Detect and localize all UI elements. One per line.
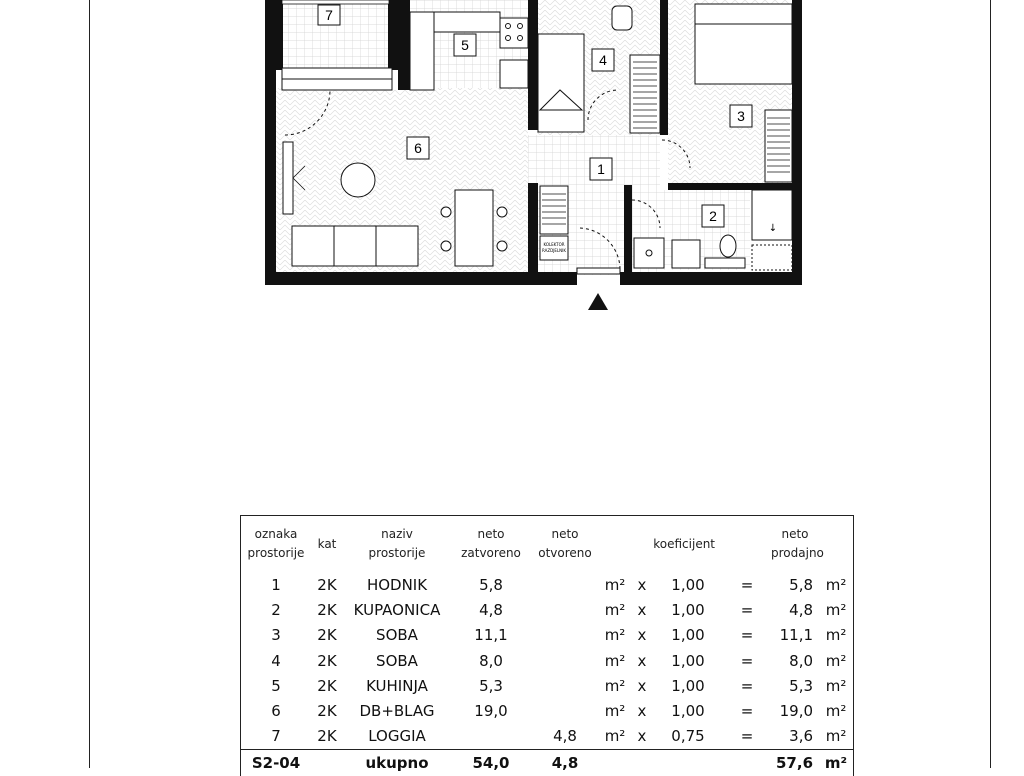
cell-unit: m² — [604, 651, 626, 670]
room-label-5 — [454, 34, 476, 56]
table-row — [241, 673, 853, 698]
cell-name: HODNIK — [366, 575, 428, 594]
cell-name: DB+BLAG — [359, 702, 435, 721]
wall-bath-left — [624, 185, 632, 273]
header-naziv: naziv prostorije — [368, 527, 426, 560]
wall-bottom-left — [265, 272, 541, 285]
stove — [500, 18, 528, 48]
cell-unit: m² — [604, 727, 626, 746]
washbasin — [672, 240, 700, 268]
svg-text:4: 4 — [599, 52, 607, 68]
cell-open — [531, 698, 599, 723]
cell-unit2: m² — [825, 600, 847, 619]
cell-name: LOGGIA — [368, 727, 426, 746]
toilet — [720, 235, 736, 257]
cell-id: 2 — [271, 600, 281, 619]
header-otvoreno: neto otvoreno — [538, 527, 592, 560]
entrance-triangle-icon — [588, 293, 608, 310]
total-open: 4,8 — [531, 750, 599, 776]
shaft-hatched — [752, 245, 792, 270]
cell-coef: 1,00 — [671, 626, 705, 645]
cell-x: x — [637, 600, 647, 619]
wall-loggia-left — [275, 0, 283, 70]
cell-eq: = — [740, 702, 754, 721]
cell-kat: 2K — [317, 676, 337, 695]
cell-unit: m² — [604, 676, 626, 695]
cell-open — [531, 623, 599, 648]
cell-kat: 2K — [317, 727, 337, 746]
cell-name: SOBA — [376, 626, 418, 645]
cell-x: x — [637, 651, 647, 670]
cell-net: 19,0 — [779, 702, 814, 721]
cell-net: 4,8 — [789, 600, 814, 619]
cell-eq: = — [740, 651, 754, 670]
wall-center-right — [660, 0, 668, 135]
cell-eq: = — [740, 626, 754, 645]
cell-kat: 2K — [317, 702, 337, 721]
cell-unit: m² — [604, 600, 626, 619]
hall-cabinet — [540, 186, 568, 234]
cell-id: 4 — [271, 651, 281, 670]
cell-id: 6 — [271, 702, 281, 721]
total-name: ukupno — [343, 750, 451, 776]
total-net: 57,6 — [771, 750, 819, 776]
cell-closed: 8,0 — [479, 651, 503, 670]
wall-bottom-right — [620, 272, 802, 285]
total-id: S2-04 — [241, 750, 311, 776]
room-label-2 — [702, 205, 724, 227]
wall-room3-bottom — [668, 183, 792, 190]
wall-right — [792, 0, 802, 285]
cell-name: KUHINJA — [366, 676, 428, 695]
header-zatvoreno: neto zatvoreno — [461, 527, 521, 560]
table-row — [241, 623, 853, 648]
cell-closed: 19,0 — [474, 702, 508, 721]
cell-name: SOBA — [376, 651, 418, 670]
header-prodajno: neto prodajno — [771, 527, 824, 560]
cell-eq: = — [740, 575, 754, 594]
cell-x: x — [637, 727, 647, 746]
cell-id: 5 — [271, 676, 281, 695]
cell-x: x — [637, 626, 647, 645]
shower — [634, 238, 664, 268]
total-empty-cell — [631, 750, 653, 776]
cell-unit2: m² — [825, 676, 847, 695]
floor-plan — [0, 0, 1024, 330]
bed-small — [538, 34, 584, 132]
cell-id: 7 — [271, 727, 281, 746]
svg-text:2: 2 — [709, 208, 717, 224]
room-label-3 — [730, 105, 752, 127]
wall-kitchen-top — [398, 0, 410, 90]
cell-kat: 2K — [317, 651, 337, 670]
kitchen-counter-left — [410, 12, 434, 90]
cell-coef: 1,00 — [671, 702, 705, 721]
cell-kat: 2K — [317, 600, 337, 619]
cell-name: KUPAONICA — [353, 600, 441, 619]
svg-text:3: 3 — [737, 108, 745, 124]
cell-coef: 1,00 — [671, 651, 705, 670]
total-empty-cell — [599, 750, 631, 776]
desk-chair — [612, 6, 632, 30]
wall-left — [265, 0, 276, 285]
room-label-6 — [407, 137, 429, 159]
cell-net: 5,3 — [789, 676, 814, 695]
manifold-label-2: RAZDJELNIK — [542, 248, 566, 253]
dining-table — [455, 190, 493, 266]
cell-net: 5,8 — [789, 575, 814, 594]
cell-open: 4,8 — [553, 727, 577, 746]
cell-coef: 1,00 — [671, 575, 705, 594]
svg-text:7: 7 — [325, 7, 333, 23]
svg-text:5: 5 — [461, 37, 469, 53]
cell-open — [531, 572, 599, 597]
cell-open — [531, 648, 599, 673]
cell-coef: 1,00 — [671, 676, 705, 695]
cell-unit2: m² — [825, 651, 847, 670]
total-empty-cell — [723, 750, 771, 776]
table-row — [241, 597, 853, 622]
cell-closed: 4,8 — [479, 600, 503, 619]
room-label-4 — [592, 49, 614, 71]
cell-closed — [451, 724, 531, 750]
tv-unit — [283, 142, 293, 214]
cell-id: 3 — [271, 626, 281, 645]
total-unit2: m² — [819, 750, 853, 776]
total-empty-cell — [311, 750, 343, 776]
cell-unit: m² — [604, 626, 626, 645]
cell-eq: = — [740, 676, 754, 695]
manifold-label-1: KOLEKTOR — [543, 242, 565, 247]
cell-x: x — [637, 676, 647, 695]
table-row — [241, 572, 853, 597]
wardrobe-room4 — [630, 55, 660, 133]
total-empty-cell — [653, 750, 723, 776]
cell-kat: 2K — [317, 626, 337, 645]
fridge — [500, 60, 528, 88]
cell-unit2: m² — [825, 702, 847, 721]
entrance-door — [577, 268, 620, 274]
svg-text:6: 6 — [414, 140, 422, 156]
cell-open — [531, 673, 599, 698]
header-kat: kat — [317, 536, 337, 551]
room-label-1 — [590, 158, 612, 180]
cell-x: x — [637, 702, 647, 721]
cell-unit2: m² — [825, 575, 847, 594]
sofa — [292, 226, 418, 266]
cell-net: 11,1 — [779, 626, 814, 645]
cell-net: 8,0 — [789, 651, 814, 670]
table-header-row — [241, 516, 853, 572]
svg-text:↓: ↓ — [768, 223, 778, 234]
cell-net: 3,6 — [789, 727, 814, 746]
cell-coef: 1,00 — [671, 600, 705, 619]
table-row — [241, 648, 853, 673]
coffee-table — [341, 163, 375, 197]
room-area-table — [240, 515, 854, 776]
cell-eq: = — [740, 727, 754, 746]
cell-closed: 5,8 — [479, 575, 503, 594]
wall-center — [528, 0, 538, 130]
wall-bottom-mid — [541, 272, 577, 285]
table-row — [241, 698, 853, 723]
header-koeficijent: koeficijent — [653, 536, 716, 551]
table-total-row — [241, 750, 853, 776]
cell-coef: 0,75 — [671, 727, 705, 746]
wall-loggia-right — [388, 0, 398, 70]
cell-eq: = — [740, 600, 754, 619]
cell-closed: 5,3 — [479, 676, 503, 695]
header-oznaka: oznaka prostorije — [247, 527, 305, 560]
loggia-rail — [282, 0, 389, 4]
cell-unit: m² — [604, 575, 626, 594]
wardrobe-room3 — [765, 110, 792, 182]
total-closed: 54,0 — [451, 750, 531, 776]
cell-x: x — [637, 575, 647, 594]
table-row — [241, 724, 853, 750]
cell-unit: m² — [604, 702, 626, 721]
cell-unit2: m² — [825, 727, 847, 746]
cell-unit2: m² — [825, 626, 847, 645]
svg-text:1: 1 — [597, 161, 605, 177]
cell-open — [531, 597, 599, 622]
cell-closed: 11,1 — [474, 626, 508, 645]
wall-center-low — [528, 183, 538, 273]
room-label-7 — [318, 5, 340, 25]
cell-kat: 2K — [317, 575, 337, 594]
cell-id: 1 — [271, 575, 281, 594]
